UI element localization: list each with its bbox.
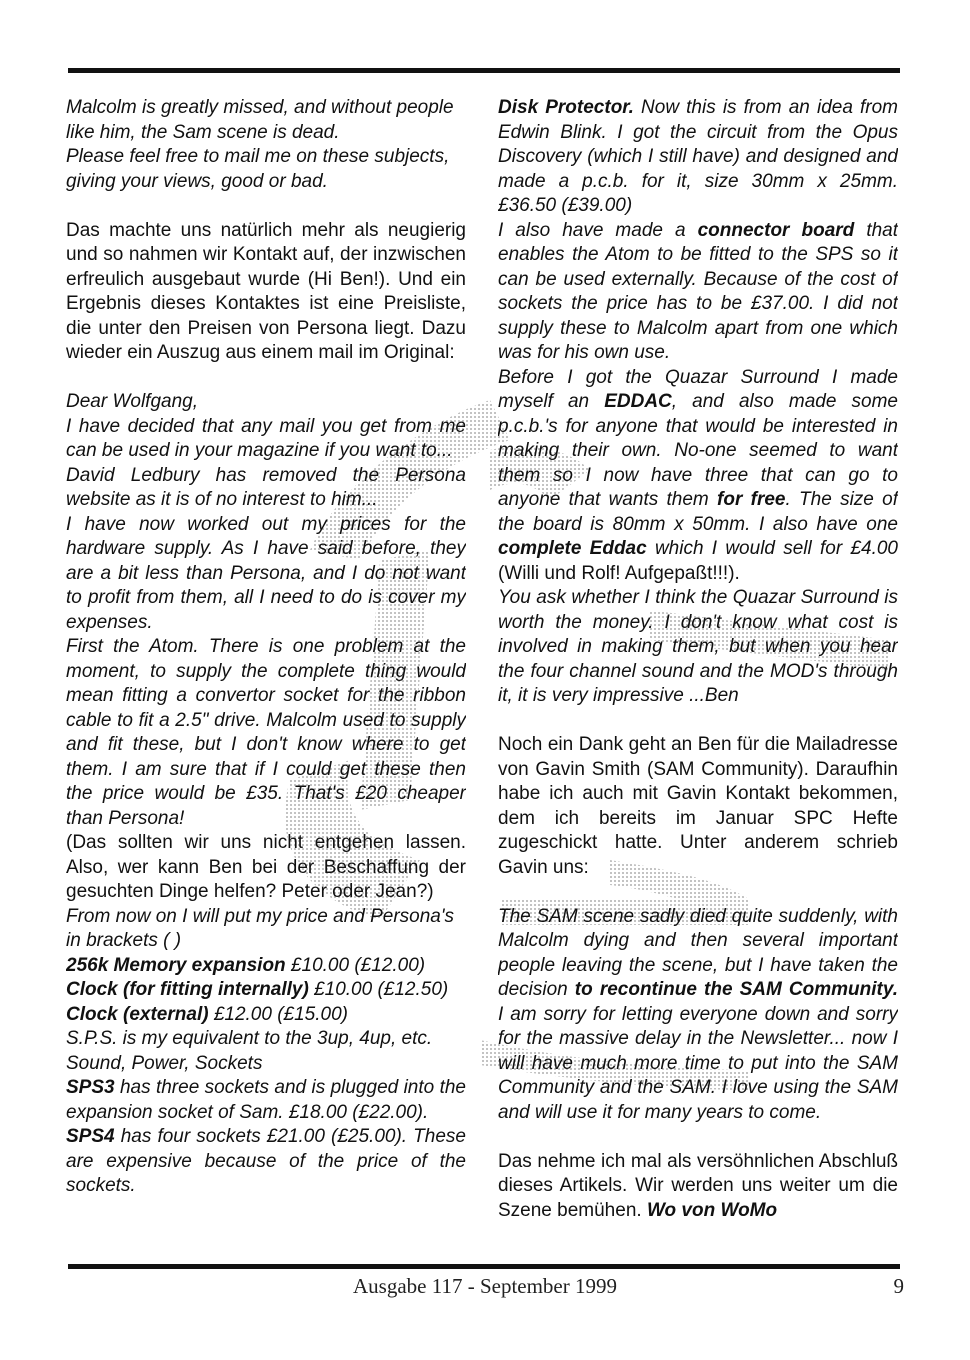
bold-term: for free: [708, 489, 786, 510]
paragraph: Das machte uns natürlich mehr als neugierig und so nahmen wir Kontakt auf, der inzwischen erfreulich ausgebaut wurde (Hi Ben!). Und ein Ergebnis dieses Kontaktes ist eine Preisliste, die unter den Preisen von Persona liegt. Dazu wieder ein Auszug aus einem mail im Original:: [66, 219, 466, 363]
paragraph: S.P.S. is my equivalent to the 3up, 4up, etc. Sound, Power, Sockets: [66, 1028, 433, 1074]
paragraph: [498, 366, 898, 587]
price-item: [66, 978, 466, 1003]
issue-footer: Ausgabe 117 - September 1999: [353, 1274, 617, 1298]
paragraph: I have now worked out my prices for the hardware supply. As I have said before, they are a bit less than Persona, and I do not want to profit from them, all I need to do is cover my expenses.: [66, 513, 466, 633]
price-item-text: has four sockets £21.00 (£25.00). These are expensive because of the price of the sockets.: [66, 1126, 466, 1196]
paragraph: Please feel free to mail me on these subjects, giving your views, good or bad.: [66, 146, 450, 192]
paragraph: [498, 905, 898, 1126]
paragraph-text: Now this is from an idea from Edwin Blink. I got the circuit from the Opus Discovery (which I still have) and designed and made a p.c.b. for it, size 30mm x 25mm. £36.50 (£39.00): [498, 97, 898, 216]
right-column: [498, 96, 898, 1258]
bold-term: EDDAC: [604, 391, 672, 412]
price-item: [66, 1125, 466, 1199]
price-item-name: SPS4: [66, 1126, 115, 1147]
page-number: 9: [893, 1274, 904, 1298]
price-item-price: £10.00 (£12.00): [285, 954, 426, 976]
price-item-name: 256k Memory expansion: [66, 954, 286, 976]
paragraph-text: . The size of the board is 80mm x 50mm. I also have one: [498, 489, 898, 535]
paragraph-text: Das nehme ich mal als versöhnlichen Abschluß dieses Artikels. Wir werden uns weiter um die Szene bemühen.: [498, 1150, 898, 1221]
price-item-text: has three sockets and is plugged into the expansion socket of Sam. £18.00 (£22.00).: [66, 1077, 466, 1123]
paragraph: (Das sollten wir uns nicht entgehen lassen. Also, wer kann Ben bei der Beschaffung der gesuchten Dinge helfen? Peter oder Jean?): [66, 832, 466, 902]
paragraph: Malcolm is greatly missed, and without people like him, the Sam scene is dead.: [66, 97, 454, 143]
paragraph: You ask whether I think the Quazar Surround is worth the money. I don't know what cost is involved in making them, but when you hear the four channel sound and the MOD's through it, it is very impressive ...Ben: [498, 587, 898, 706]
price-item-price: £12.00 (£15.00): [208, 1003, 348, 1025]
bold-term: to recontinue the SAM Community.: [567, 979, 898, 1000]
price-item-price: £10.00 (£12.50): [308, 979, 449, 1000]
top-rule: [68, 68, 900, 73]
paragraph: First the Atom. There is one problem at the moment, to supply the complete thing would mean fitting a convertor socket for the ribbon cable to fit a 2.5" drive. Malcolm used to supply and fit these, but I don't know where to get them. I am sure that if I could get these then the price would be £35. That's £20 cheaper than Persona!: [66, 636, 466, 829]
paragraph-text: I am sorry for letting everyone down and sorry for the massive delay in the Newsletter... now I will have much more time to put into the SAM Community and the SAM. I love using the SAM and will use it for many years to come.: [498, 1003, 898, 1123]
paragraph-text: that enables the Atom to be fitted to the SPS so it can be used externally. Because of the cost of sockets the price has to be £37.00. I did not supply these to Malcolm apart from one which was for his own use.: [498, 219, 898, 363]
paragraph-text: , and also made some p.c.b.'s for anyone that would be interested in making their own. No-one seemed to want them so I now have three that can go to anyone that wants them: [498, 391, 898, 510]
paragraph: I have decided that any mail you get from me can be used in your magazine if you want to...: [66, 415, 466, 461]
bold-term: connector board: [697, 219, 855, 241]
paragraph: [498, 1150, 898, 1224]
salutation: Dear Wolfgang,: [66, 391, 199, 412]
paragraph: [498, 96, 898, 219]
paragraph-text: (Willi und Rolf! Aufgepaßt!!!).: [498, 562, 740, 584]
price-item-name: Clock (external): [66, 1003, 209, 1025]
price-item: [66, 1076, 466, 1125]
signature: Wo von WoMo: [646, 1199, 778, 1221]
paragraph: Noch ein Dank geht an Ben für die Mailadresse von Gavin Smith (SAM Community). Daraufhin habe ich auch mit Gavin Kontakt bekommen, dem ich bereits im Januar SPC Hefte zugeschickt hatte. Unter anderem schrieb Gavin uns:: [498, 734, 898, 878]
paragraph: From now on I will put my price and Persona's in brackets ( ): [66, 905, 455, 951]
left-column: [66, 96, 466, 1258]
price-item-name: SPS3: [66, 1077, 115, 1098]
bold-term: complete Eddac: [498, 538, 647, 559]
paragraph-text: The SAM scene sadly died quite suddenly, with Malcolm dying and then several important people leaving the scene, but I have taken the decision: [498, 905, 898, 1000]
price-item: [66, 954, 466, 979]
paragraph-text: Before I got the Quazar Surround I made myself an: [498, 366, 898, 412]
price-item-name: Clock (for fitting internally): [66, 979, 309, 1000]
paragraph: David Ledbury has removed the Persona website as it is of no interest to him...: [66, 464, 466, 510]
bottom-rule: [68, 1264, 900, 1269]
price-item: [66, 1003, 466, 1028]
bold-term: Disk Protector.: [498, 97, 634, 118]
paragraph-text: I also have made a: [498, 219, 698, 241]
paragraph: [498, 219, 898, 366]
paragraph-text: which I would sell for £4.00: [646, 538, 898, 559]
